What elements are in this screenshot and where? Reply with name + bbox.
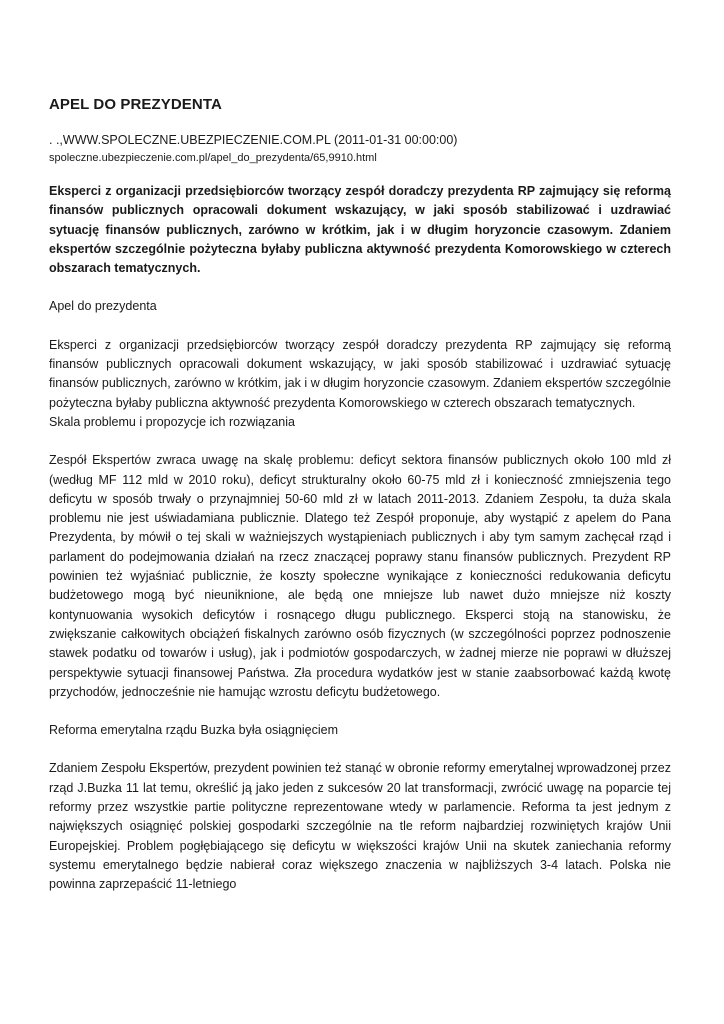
document-page xyxy=(49,96,671,895)
section-heading-skala: Skala problemu i propozycje ich rozwiązania xyxy=(49,414,295,429)
section-body-apel: Eksperci z organizacji przedsiębiorców tworzący zespół doradczy prezydenta RP zajmujący się reformą finansów publicznych opracowali dokument wskazujący, w jaki sposób stabilizować i uzdrawiać sytuację finansów publicznych, zarówno w krótkim, jak i w długim horyzoncie czasowym. Zdaniem ekspertów szczególnie pożyteczna byłaby publiczna aktywność prezydenta Komorowskiego w czterech obszarach tematycznych. xyxy=(49,337,671,410)
section-body-reforma: Zdaniem Zespołu Ekspertów, prezydent powinien też stanąć w obronie reformy emerytalnej wprowadzonej przez rząd J.Buzka 11 lat temu, określić ją jako jeden z sukcesów 20 lat transformacji, zwrócić uwagę na poparcie tej reformy przez wszystkie partie polityczne reprezentowane wtedy w parlamencie. Reforma ta jest jednym z największych osiągnięć polskiej gospodarki szczególnie na tle reform najbardziej rozwiniętych krajów Unii Europejskiej. Problem pogłębiającego się deficytu w większości krajów Unii na skutek zaniechania reformy systemu emerytalnego będzie nabierał coraz większego znaczenia w najbliższych 3-4 latach. Polska nie powinna zaprzepaścić 11-letniego xyxy=(49,761,671,892)
page-title: APEL DO PREZYDENTA xyxy=(49,96,222,113)
section-heading-apel: Apel do prezydenta xyxy=(49,299,157,314)
section-heading-reforma: Reforma emerytalna rządu Buzka była osiągnięciem xyxy=(49,723,339,738)
section-body-skala: Zespół Ekspertów zwraca uwagę na skalę problemu: deficyt sektora finansów publicznych około 100 mld zł (według MF 112 mld w 2010 roku), deficyt strukturalny około 60-75 mld zł i konieczność zmniejszenia tego deficytu w sposób trwały o przynajmniej 50-60 mld zł w latach 2011-2013. Zdaniem Zespołu, ta duża skala problemu nie jest uświadamiana publicznie. Dlatego też Zespół proponuje, aby wystąpić z apelem do Pana Prezydenta, by mówił o tej skali w ważniejszych wystąpieniach publicznych i aby tym samym zachęcał rząd i parlament do podejmowania działań na rzecz znaczącej poprawy stanu finansów publicznych. Prezydent RP powinien też wyjaśniać publicznie, że koszty społeczne wynikające z konieczności redukowania deficytu budżetowego mogą być nieuniknione, ale będą one mniejsze lub nawet dużo mniejsze niż koszty kontynuowania wysokich deficytów i rosnącego długu publicznego. Eksperci stoją na stanowisku, że zwiększanie całkowitych obciążeń fiskalnych zarówno osób fizycznych (w szczególności poprzez podnoszenie stawek podatku od towarów i usług), jak i podmiotów gospodarczych, w żadnej mierze nie poprawi w dłuższej perspektywie sytuacji finansowej Państwa. Zła procedura wydatków jest w stanie zaabsorbować każdą kwotę przychodów, jednocześnie nie hamując wzrostu deficytu budżetowego. xyxy=(49,453,671,699)
source-url: spoleczne.ubezpieczenie.com.pl/apel_do_prezydenta/65,9910.html xyxy=(49,152,377,164)
source-line: . .,WWW.SPOLECZNE.UBEZPIECZENIE.COM.PL (2011-01-31 00:00:00) xyxy=(49,133,458,147)
lead-paragraph: Eksperci z organizacji przedsiębiorców tworzący zespół doradczy prezydenta RP zajmujący się reformą finansów publicznych opracowali dokument wskazujący, w jaki sposób stabilizować i uzdrawiać sytuację finansów publicznych, zarówno w krótkim, jak i w długim horyzoncie czasowym. Zdaniem ekspertów szczególnie pożyteczna byłaby publiczna aktywność prezydenta Komorowskiego w czterech obszarach tematycznych. xyxy=(49,184,671,276)
